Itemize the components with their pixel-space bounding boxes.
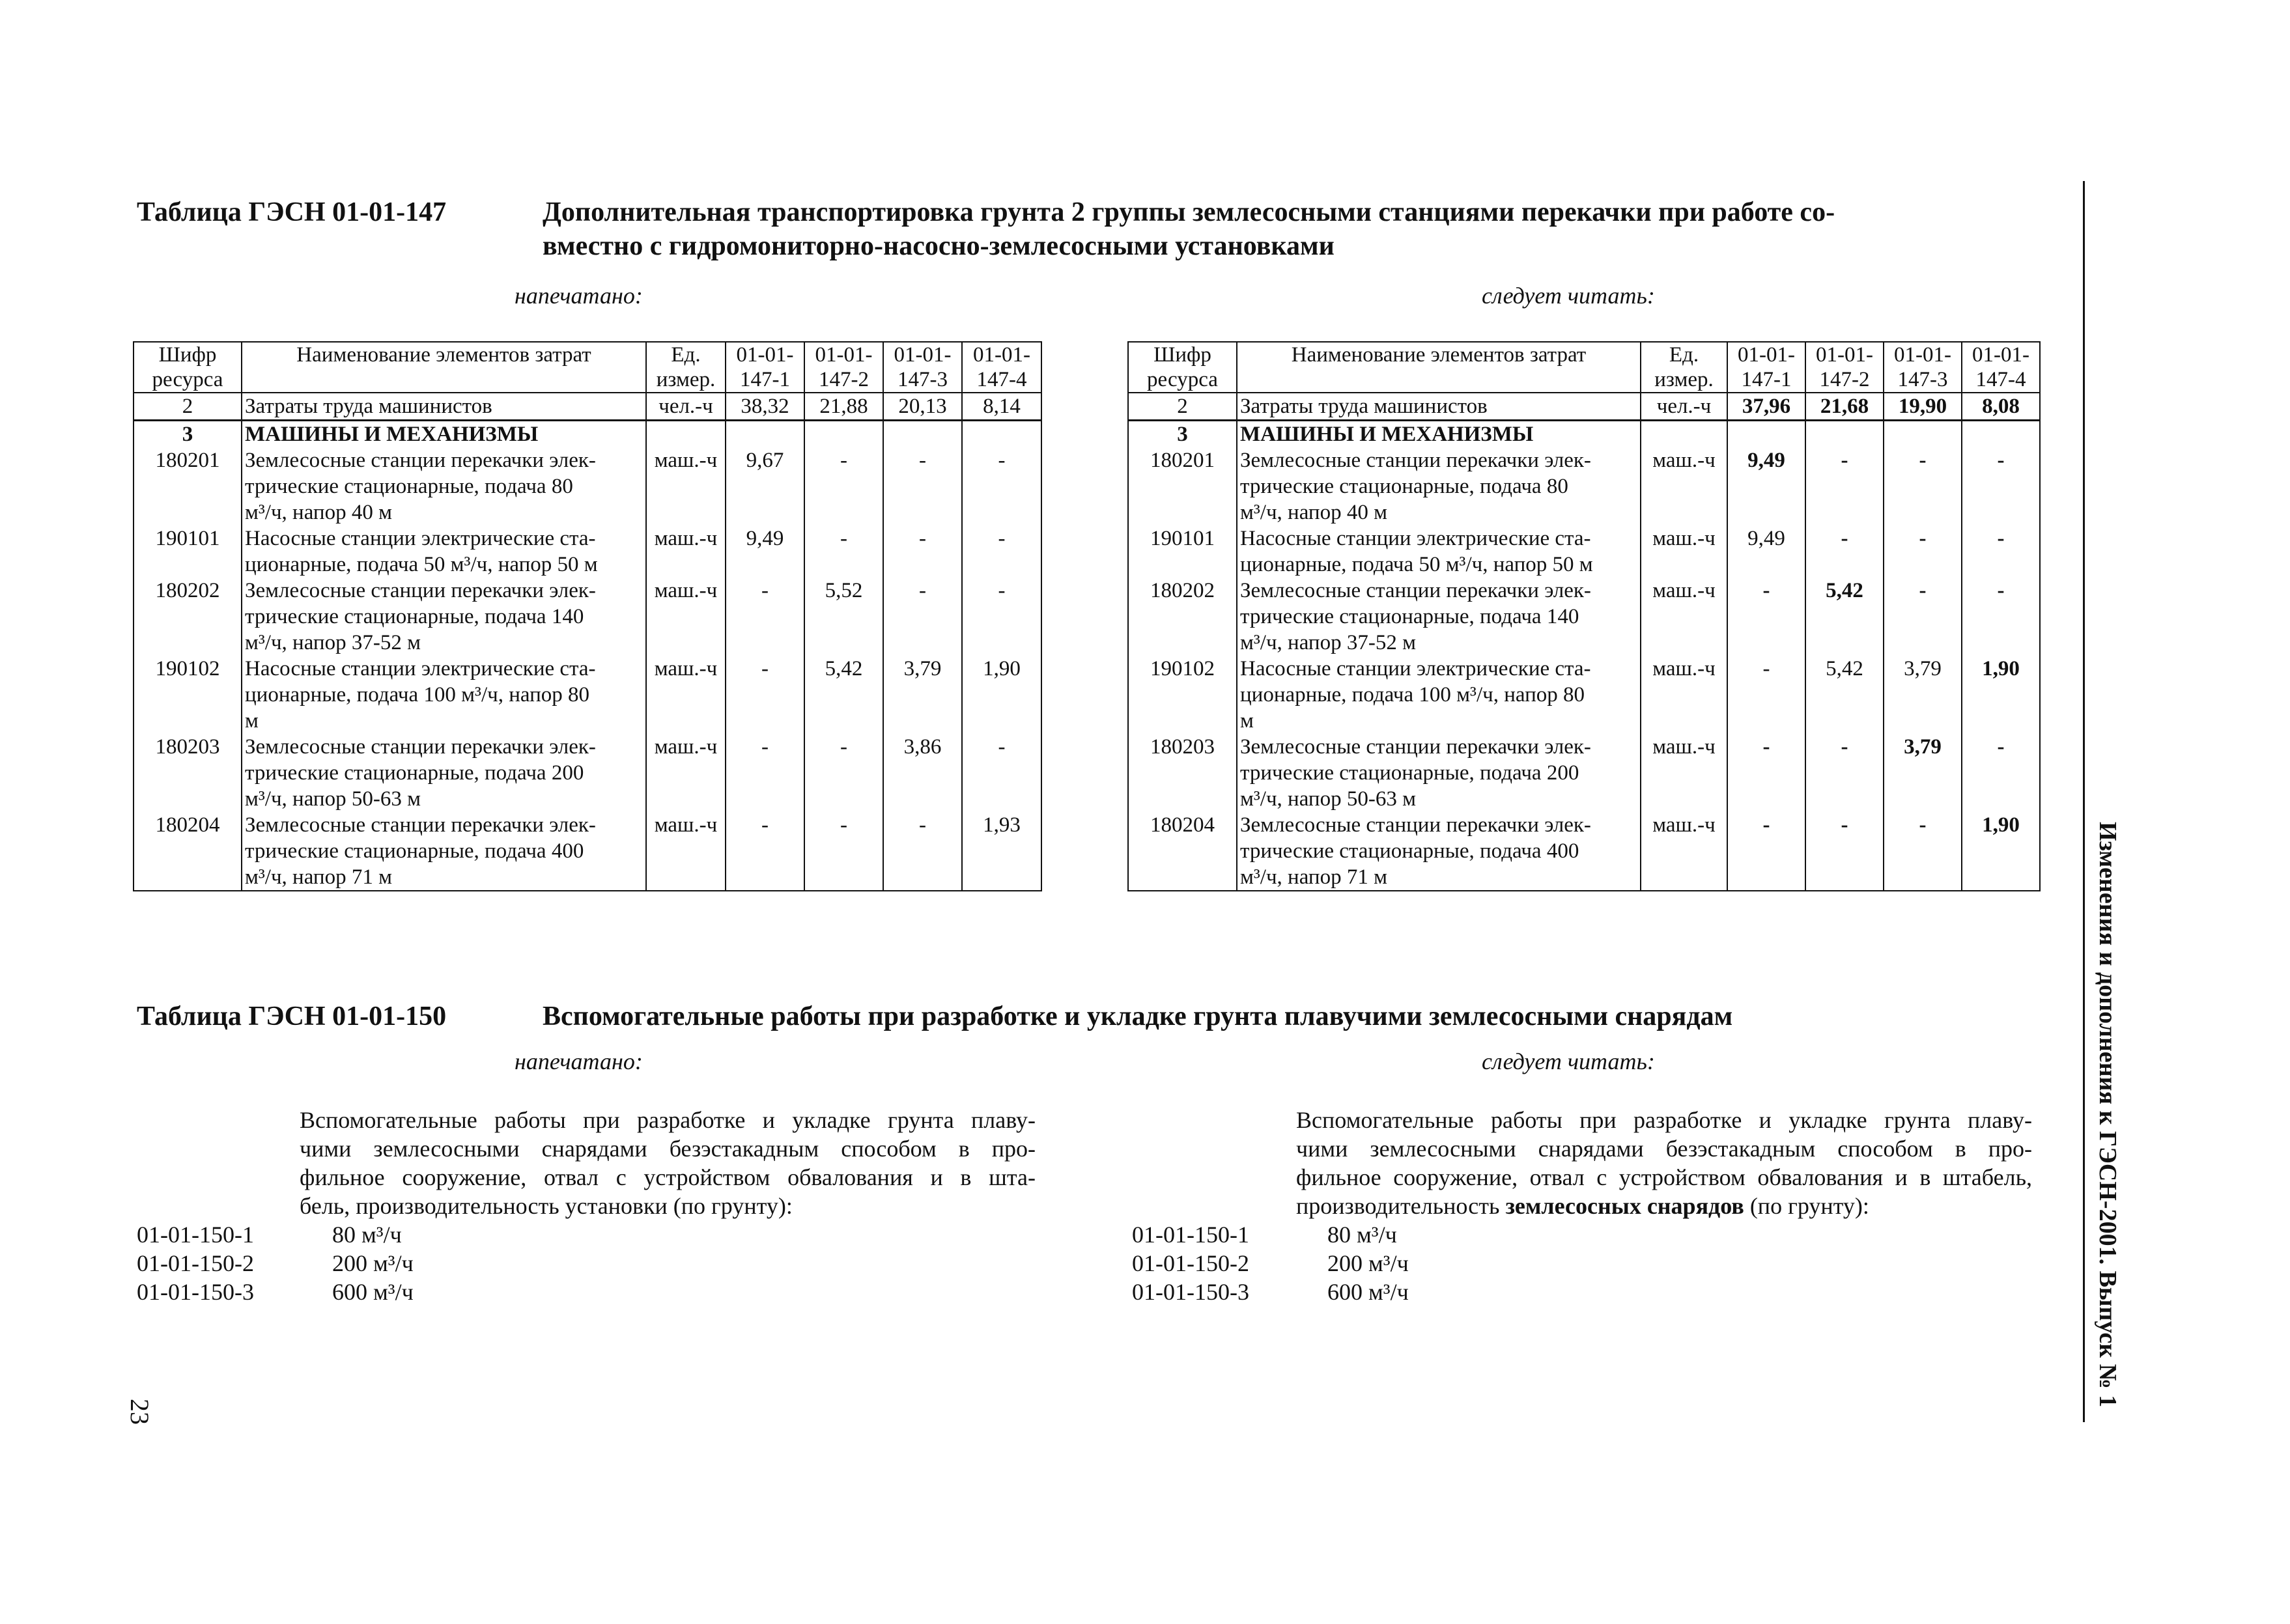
cell-value: 3,79 (1884, 734, 1962, 812)
cell-value: 3,79 (883, 656, 962, 734)
cell-name: Затраты труда машинистов (1237, 393, 1641, 421)
cell-value: - (804, 734, 883, 812)
cell-value: 38,32 (726, 393, 804, 421)
cell-value: 19,90 (1884, 393, 1962, 421)
list-item: 01-01-150-2 200 м³/ч (1132, 1250, 1409, 1276)
cell-value: - (1727, 656, 1805, 734)
corrected-paragraph: Вспомогательные работы при разработке и укладке грунта плаву- чими землесосными снарядами безэстакадным способом в про- фильное сооружение, отвал с устройством обвалования и в штабель, производительность землесосных снарядов (по грунту): (1296, 1107, 2032, 1219)
printed-codes (137, 1220, 414, 1306)
cell-value: - (1805, 447, 1884, 525)
list-item: 01-01-150-1 80 м³/ч (137, 1222, 402, 1248)
cell-value: - (1884, 447, 1962, 525)
table-row (1128, 578, 2040, 656)
header-col-1: 01-01- 147-1 (1727, 342, 1805, 393)
cell-value: 37,96 (1727, 393, 1805, 421)
header-unit: Ед. измер. (1641, 342, 1727, 393)
cell-value: 9,67 (726, 447, 804, 525)
cell-value: 9,49 (726, 525, 804, 578)
cell-value: - (1727, 578, 1805, 656)
cell-value: - (1805, 734, 1884, 812)
cell-name: Землесосные станции перекачки элек- трические стационарные, подача 140 м³/ч, напор 37-52 м (1237, 578, 1641, 656)
table-row (1128, 525, 2040, 578)
cell-name: Насосные станции электрические ста- ционарные, подача 100 м³/ч, напор 80 м (242, 656, 646, 734)
cell-value: 1,90 (1962, 656, 2040, 734)
cell-code: 180202 (1128, 578, 1237, 656)
list-item: 01-01-150-1 80 м³/ч (1132, 1222, 1397, 1248)
cell-code: 3 (134, 421, 242, 448)
section2-title: Вспомогательные работы при разработке и укладке грунта плавучими землесосными снарядам (543, 1001, 1733, 1031)
corrected-codes (1132, 1220, 1409, 1306)
cell-code: 180203 (1128, 734, 1237, 812)
cell-value: 21,68 (1805, 393, 1884, 421)
corrected-table (1127, 341, 2041, 891)
cell-value: 5,42 (1805, 578, 1884, 656)
cell-value: - (804, 447, 883, 525)
cell-value: - (962, 525, 1041, 578)
table-header-row (134, 342, 1041, 393)
cell-unit: чел.-ч (646, 393, 726, 421)
cell-value: - (726, 812, 804, 891)
labor-row (134, 393, 1041, 421)
cell-name: Землесосные станции перекачки элек- трические стационарные, подача 140 м³/ч, напор 37-52 м (242, 578, 646, 656)
corrected-caption-1: следует читать: (1482, 283, 1655, 309)
cell-value: - (883, 525, 962, 578)
cell-name: Затраты труда машинистов (242, 393, 646, 421)
cell-value: 1,90 (1962, 812, 2040, 891)
table-row (134, 525, 1041, 578)
cell-code: 190101 (1128, 525, 1237, 578)
header-name: Наименование элементов затрат (242, 342, 646, 393)
cell-value: 9,49 (1727, 447, 1805, 525)
list-item: 01-01-150-3 600 м³/ч (137, 1279, 414, 1305)
cell-code: 2 (134, 393, 242, 421)
sidebar-rule (2083, 181, 2085, 1422)
cell-value: 5,42 (804, 656, 883, 734)
cell-value: 3,79 (1884, 656, 1962, 734)
cell-unit: маш.-ч (646, 734, 726, 812)
cell-value: 1,90 (962, 656, 1041, 734)
cell-value: 5,52 (804, 578, 883, 656)
cell-unit: маш.-ч (646, 812, 726, 891)
cell-code: 3 (1128, 421, 1237, 448)
labor-row (1128, 393, 2040, 421)
table-row (1128, 812, 2040, 891)
cell-code: 190101 (134, 525, 242, 578)
group-row (1128, 421, 2040, 448)
printed-table (133, 341, 1042, 891)
table-row (1128, 447, 2040, 525)
cell-code: 180203 (134, 734, 242, 812)
cell-unit: чел.-ч (1641, 393, 1727, 421)
cell-name: МАШИНЫ И МЕХАНИЗМЫ (242, 421, 646, 448)
cell-value: - (1884, 525, 1962, 578)
printed-caption-1: напечатано: (515, 283, 643, 309)
list-item: 01-01-150-3 600 м³/ч (1132, 1279, 1409, 1305)
printed-caption-2: напечатано: (515, 1048, 643, 1074)
cell-value: - (804, 525, 883, 578)
cell-value: 8,08 (1962, 393, 2040, 421)
header-code: Шифр ресурса (1128, 342, 1237, 393)
list-item: 01-01-150-2 200 м³/ч (137, 1250, 414, 1276)
section1-title (543, 195, 2034, 263)
cell-unit: маш.-ч (1641, 734, 1727, 812)
cell-value: - (1962, 734, 2040, 812)
cell-name: Насосные станции электрические ста- ционарные, подача 50 м³/ч, напор 50 м (242, 525, 646, 578)
table-row (134, 734, 1041, 812)
cell-value: 20,13 (883, 393, 962, 421)
section1-title-line1: Дополнительная транспортировка грунта 2 группы землесосными станциями перекачки при работе со- (543, 197, 1835, 227)
cell-value: - (962, 734, 1041, 812)
cell-unit: маш.-ч (646, 447, 726, 525)
sidebar-running-title: Изменения и дополнения к ГЭСН-2001. Выпуск № 1 (2094, 822, 2121, 1408)
cell-name: Землесосные станции перекачки элек- трические стационарные, подача 400 м³/ч, напор 71 м (1237, 812, 1641, 891)
cell-value: - (1805, 525, 1884, 578)
cell-unit: маш.-ч (1641, 656, 1727, 734)
cell-code: 180202 (134, 578, 242, 656)
header-col-3: 01-01- 147-3 (1884, 342, 1962, 393)
table-row (1128, 656, 2040, 734)
cell-code: 180204 (1128, 812, 1237, 891)
cell-name: Насосные станции электрические ста- ционарные, подача 50 м³/ч, напор 50 м (1237, 525, 1641, 578)
printed-paragraph: Вспомогательные работы при разработке и укладке грунта плаву- чими землесосными снарядами безэстакадным способом в про- фильное сооружение, отвал с устройством обвалования и в шта- бель, производительность установки (по грунту): (300, 1107, 1036, 1219)
cell-value: - (804, 812, 883, 891)
cell-value: 3,86 (883, 734, 962, 812)
group-row (134, 421, 1041, 448)
cell-value: - (726, 734, 804, 812)
header-col-4: 01-01- 147-4 (1962, 342, 2040, 393)
cell-name: Землесосные станции перекачки элек- трические стационарные, подача 80 м³/ч, напор 40 м (1237, 447, 1641, 525)
cell-value: - (726, 578, 804, 656)
cell-value: - (1727, 812, 1805, 891)
cell-value: - (883, 812, 962, 891)
section1-title-line2: вместно с гидромониторно-насосно-землесосными установками (543, 231, 1335, 261)
cell-value: 21,88 (804, 393, 883, 421)
cell-code: 190102 (1128, 656, 1237, 734)
cell-unit: маш.-ч (1641, 447, 1727, 525)
header-name: Наименование элементов затрат (1237, 342, 1641, 393)
cell-value: - (1962, 525, 2040, 578)
cell-unit: маш.-ч (646, 656, 726, 734)
cell-value: 8,14 (962, 393, 1041, 421)
cell-value: 9,49 (1727, 525, 1805, 578)
section2-label: Таблица ГЭСН 01-01-150 (137, 1001, 447, 1031)
cell-value: - (883, 447, 962, 525)
cell-value: - (1805, 812, 1884, 891)
cell-value: - (962, 578, 1041, 656)
cell-unit: маш.-ч (646, 578, 726, 656)
cell-value: - (1727, 734, 1805, 812)
cell-unit: маш.-ч (1641, 525, 1727, 578)
table-row (134, 812, 1041, 891)
cell-value: - (1962, 578, 2040, 656)
table-row (134, 656, 1041, 734)
header-col-1: 01-01- 147-1 (726, 342, 804, 393)
cell-unit: маш.-ч (1641, 812, 1727, 891)
table-row (134, 578, 1041, 656)
cell-name: Землесосные станции перекачки элек- трические стационарные, подача 400 м³/ч, напор 71 м (242, 812, 646, 891)
header-code: Шифр ресурса (134, 342, 242, 393)
cell-value: - (883, 578, 962, 656)
header-col-4: 01-01- 147-4 (962, 342, 1041, 393)
cell-name: Землесосные станции перекачки элек- трические стационарные, подача 200 м³/ч, напор 50-63 м (242, 734, 646, 812)
header-unit: Ед. измер. (646, 342, 726, 393)
table-row (1128, 734, 2040, 812)
header-col-2: 01-01- 147-2 (804, 342, 883, 393)
page-number: 23 (125, 1399, 154, 1425)
cell-value: - (1962, 447, 2040, 525)
cell-value: - (1884, 578, 1962, 656)
cell-unit: маш.-ч (646, 525, 726, 578)
cell-code: 2 (1128, 393, 1237, 421)
cell-code: 190102 (134, 656, 242, 734)
cell-name: Землесосные станции перекачки элек- трические стационарные, подача 200 м³/ч, напор 50-63 м (1237, 734, 1641, 812)
table-header-row (1128, 342, 2040, 393)
cell-value: - (962, 447, 1041, 525)
cell-value: 1,93 (962, 812, 1041, 891)
cell-value: 5,42 (1805, 656, 1884, 734)
cell-unit: маш.-ч (1641, 578, 1727, 656)
cell-name: МАШИНЫ И МЕХАНИЗМЫ (1237, 421, 1641, 448)
cell-code: 180204 (134, 812, 242, 891)
section1-label: Таблица ГЭСН 01-01-147 (137, 197, 447, 227)
table-row (134, 447, 1041, 525)
header-col-3: 01-01- 147-3 (883, 342, 962, 393)
corrected-caption-2: следует читать: (1482, 1048, 1655, 1074)
cell-value: - (726, 656, 804, 734)
cell-name: Землесосные станции перекачки элек- трические стационарные, подача 80 м³/ч, напор 40 м (242, 447, 646, 525)
cell-code: 180201 (1128, 447, 1237, 525)
header-col-2: 01-01- 147-2 (1805, 342, 1884, 393)
cell-name: Насосные станции электрические ста- ционарные, подача 100 м³/ч, напор 80 м (1237, 656, 1641, 734)
cell-value: - (1884, 812, 1962, 891)
cell-code: 180201 (134, 447, 242, 525)
